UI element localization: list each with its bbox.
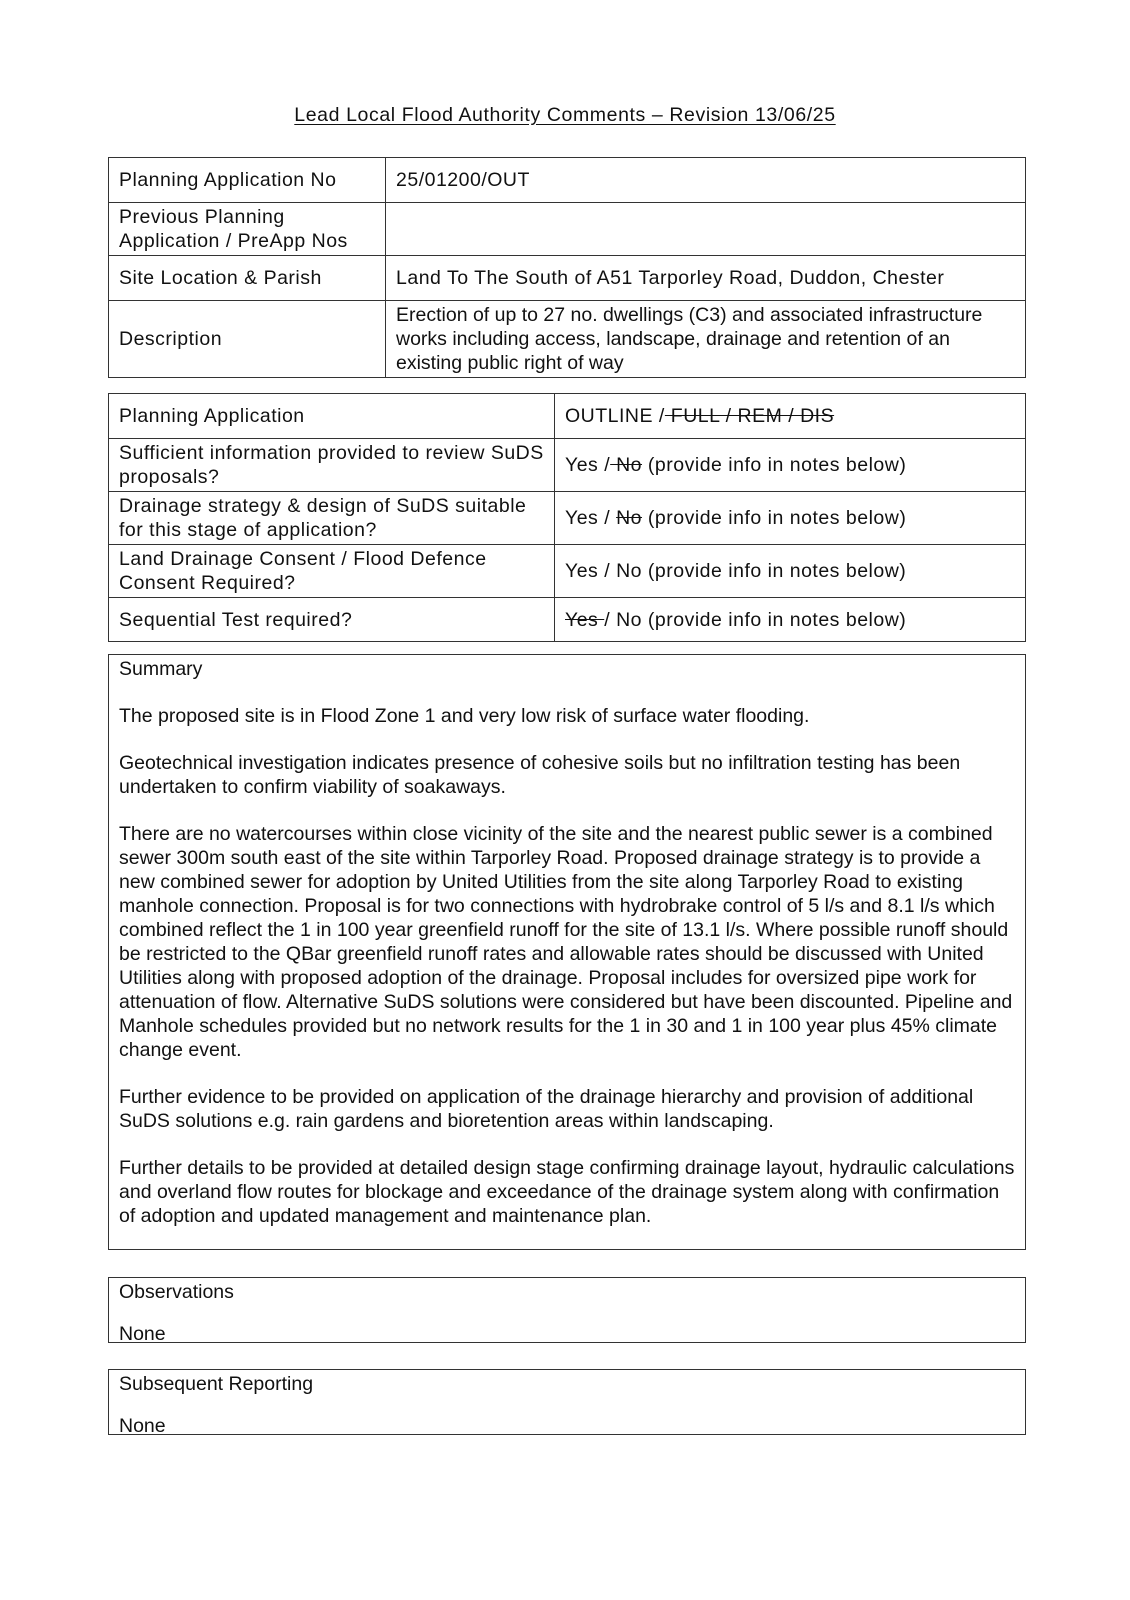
table-row bbox=[109, 439, 1026, 492]
description: Erection of up to 27 no. dwellings (C3) and associated infrastructure works including access, landscape, drainage and retention of an existing public right of way bbox=[386, 301, 1026, 378]
table-row bbox=[109, 256, 1026, 301]
answer-text: Yes / bbox=[565, 454, 611, 476]
answer-note: / No (provide info in notes below) bbox=[604, 608, 907, 631]
answer-struck: No bbox=[616, 507, 643, 529]
table-row bbox=[109, 301, 1026, 378]
row-label: Description bbox=[109, 301, 386, 378]
row-label: Site Location & Parish bbox=[109, 256, 386, 301]
observations-value: None bbox=[119, 1323, 166, 1345]
document-title bbox=[0, 104, 1130, 127]
summary-section bbox=[108, 654, 1026, 1250]
application-type-selected: OUTLINE bbox=[565, 405, 654, 427]
answer-text: Yes / bbox=[565, 507, 617, 529]
assessment-table bbox=[108, 393, 1026, 642]
summary-paragraph: There are no watercourses within close vicinity of the site and the nearest public sewer is a combined sewer 300m south east of the site within Tarporley Road. Proposed drainage strategy is to provide a new combined sewer for adoption by United Utilities from the site along Tarporley Road to existing manhole connection. Proposal is for two connections with hydrobrake control of 5 l/s and 8.1 l/s which combined reflect the 1 in 100 year greenfield runoff for the site of 13.1 l/s. Where possible runoff should be restricted to the QBar greenfield runoff rates and allowable rates should be discussed with United Utilities along with proposed adoption of the drainage. Proposal includes for oversized pipe work for attenuation of flow. Alternative SuDS solutions were considered but have been discounted. Pipeline and Manhole schedules provided but no network results for the 1 in 30 and 1 in 100 year plus 45% climate change event. bbox=[119, 823, 1013, 1061]
summary-paragraph: Further evidence to be provided on application of the drainage hierarchy and provision of additional SuDS solutions e.g. rain gardens and bioretention areas within landscaping. bbox=[119, 1086, 974, 1132]
question-answer bbox=[555, 545, 1026, 598]
summary-paragraph: Geotechnical investigation indicates presence of cohesive soils but no infiltration testing has been undertaken to confirm viability of soakaways. bbox=[119, 752, 961, 798]
application-details-table bbox=[108, 157, 1026, 378]
answer-note: (provide info in notes below) bbox=[642, 507, 907, 529]
answer-note: (provide info in notes below) bbox=[642, 454, 907, 476]
application-number: 25/01200/OUT bbox=[386, 158, 1026, 203]
document-title-text: Lead Local Flood Authority Comments – Revision 13/06/25 bbox=[294, 104, 836, 126]
table-row bbox=[109, 158, 1026, 203]
question-answer bbox=[555, 492, 1026, 545]
subsequent-reporting-section bbox=[108, 1369, 1026, 1435]
observations-heading: Observations bbox=[119, 1281, 234, 1303]
application-type-struck: FULL / REM / DIS bbox=[664, 405, 835, 427]
question-label: Land Drainage Consent / Flood Defence Consent Required? bbox=[109, 545, 555, 598]
answer-struck: Yes bbox=[565, 608, 605, 631]
table-row bbox=[109, 545, 1026, 598]
answer-text: Yes / No (provide info in notes below) bbox=[565, 560, 907, 582]
subsequent-reporting-value: None bbox=[119, 1415, 166, 1437]
subsequent-reporting-heading: Subsequent Reporting bbox=[119, 1373, 314, 1395]
answer-struck: No bbox=[610, 454, 643, 476]
summary-paragraph: The proposed site is in Flood Zone 1 and very low risk of surface water flooding. bbox=[119, 705, 810, 727]
question-answer bbox=[555, 439, 1026, 492]
application-type bbox=[555, 394, 1026, 439]
table-row bbox=[109, 203, 1026, 256]
previous-application-numbers bbox=[386, 203, 1026, 256]
question-label: Sequential Test required? bbox=[109, 598, 555, 642]
row-label: Planning Application bbox=[109, 394, 555, 439]
summary-paragraph: Further details to be provided at detailed design stage confirming drainage layout, hydraulic calculations and overland flow routes for blockage and exceedance of the drainage system along with confirmation of adoption and updated management and maintenance plan. bbox=[119, 1157, 1015, 1227]
table-row bbox=[109, 394, 1026, 439]
site-location: Land To The South of A51 Tarporley Road, Duddon, Chester bbox=[386, 256, 1026, 301]
table-row bbox=[109, 598, 1026, 642]
summary-heading: Summary bbox=[119, 658, 203, 680]
observations-section bbox=[108, 1277, 1026, 1343]
row-label: Previous Planning Application / PreApp Nos bbox=[109, 203, 386, 256]
question-label: Drainage strategy & design of SuDS suitable for this stage of application? bbox=[109, 492, 555, 545]
table-row bbox=[109, 492, 1026, 545]
separator: / bbox=[653, 405, 665, 427]
question-answer bbox=[555, 598, 1026, 642]
question-label: Sufficient information provided to review SuDS proposals? bbox=[109, 439, 555, 492]
row-label: Planning Application No bbox=[109, 158, 386, 203]
